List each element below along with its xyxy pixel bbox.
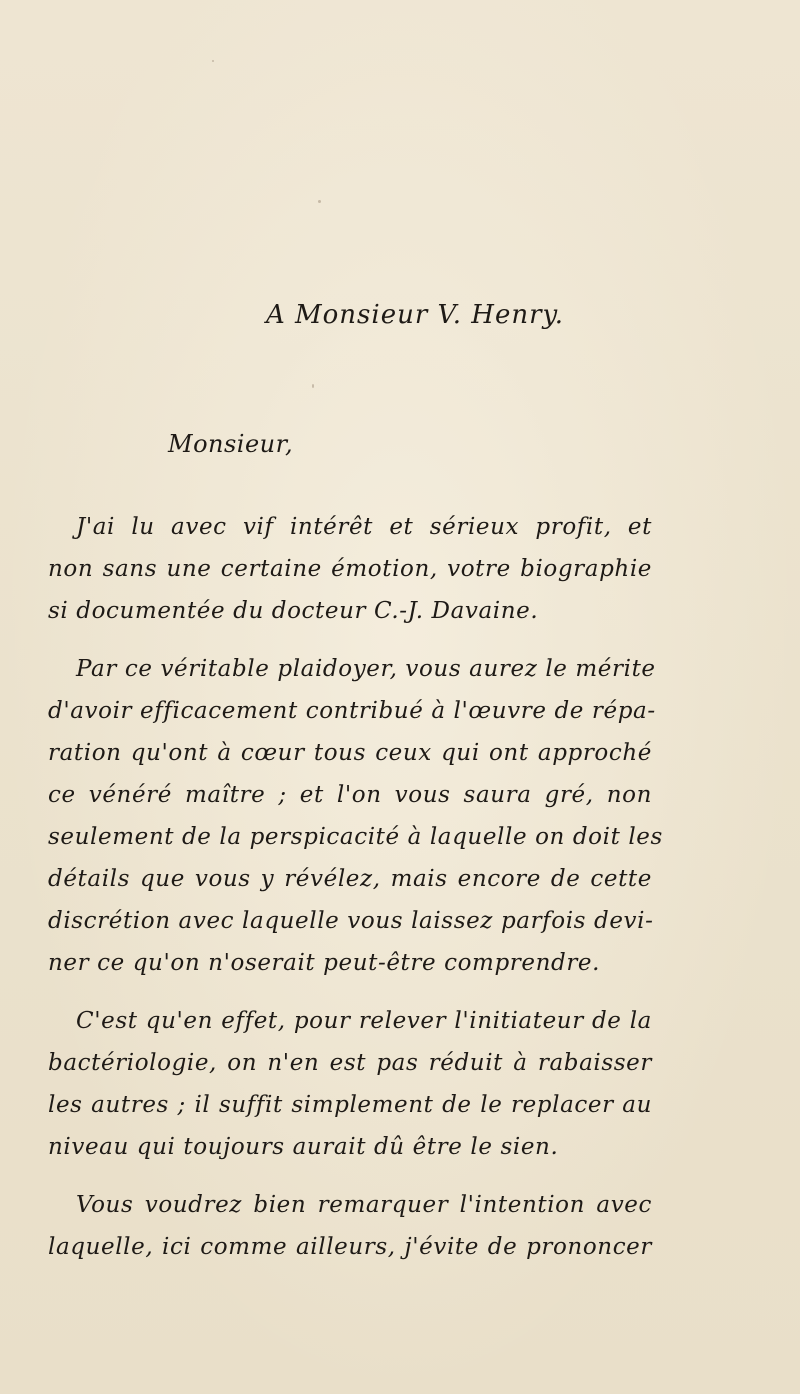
text-line: C'est qu'en effet, pour relever l'initiateur de la <box>76 1008 652 1034</box>
paragraph <box>48 1000 652 1168</box>
text-line: Vous voudrez bien remarquer l'intention avec <box>76 1192 652 1218</box>
paragraph <box>48 648 663 984</box>
text-line: bactériologie, on n'en est pas réduit à rabaisser <box>48 1050 652 1076</box>
paper-speck <box>212 60 214 62</box>
letter-body <box>48 506 663 1284</box>
text-line: non sans une certaine émotion, votre biographie <box>48 556 652 582</box>
text-line: d'avoir efficacement contribué à l'œuvre de répa- <box>48 698 656 724</box>
text-line: discrétion avec laquelle vous laissez parfois devi- <box>48 908 654 934</box>
dedication-heading: A Monsieur V. Henry. <box>265 300 565 330</box>
text-line: niveau qui toujours aurait dû être le sien. <box>48 1134 559 1160</box>
text-line: ce vénéré maître ; et l'on vous saura gré, non <box>48 782 652 808</box>
text-line: J'ai lu avec vif intérêt et sérieux profit, et <box>76 514 652 540</box>
text-line: si documentée du docteur C.-J. Davaine. <box>48 598 539 624</box>
text-line: ration qu'ont à cœur tous ceux qui ont approché <box>48 740 652 766</box>
text-line: les autres ; il suffit simplement de le replacer au <box>48 1092 652 1118</box>
paragraph <box>48 506 652 632</box>
text-line: seulement de la perspicacité à laquelle on doit les <box>48 824 663 850</box>
text-line: détails que vous y révélez, mais encore de cette <box>48 866 652 892</box>
salutation: Monsieur, <box>168 430 294 458</box>
text-line: ner ce qu'on n'oserait peut-être comprendre. <box>48 950 601 976</box>
paper-speck <box>312 384 314 388</box>
text-line: Par ce véritable plaidoyer, vous aurez le mérite <box>76 656 656 682</box>
text-line: laquelle, ici comme ailleurs, j'évite de prononcer <box>48 1234 652 1260</box>
paper-speck <box>318 200 321 203</box>
paragraph <box>48 1184 652 1268</box>
